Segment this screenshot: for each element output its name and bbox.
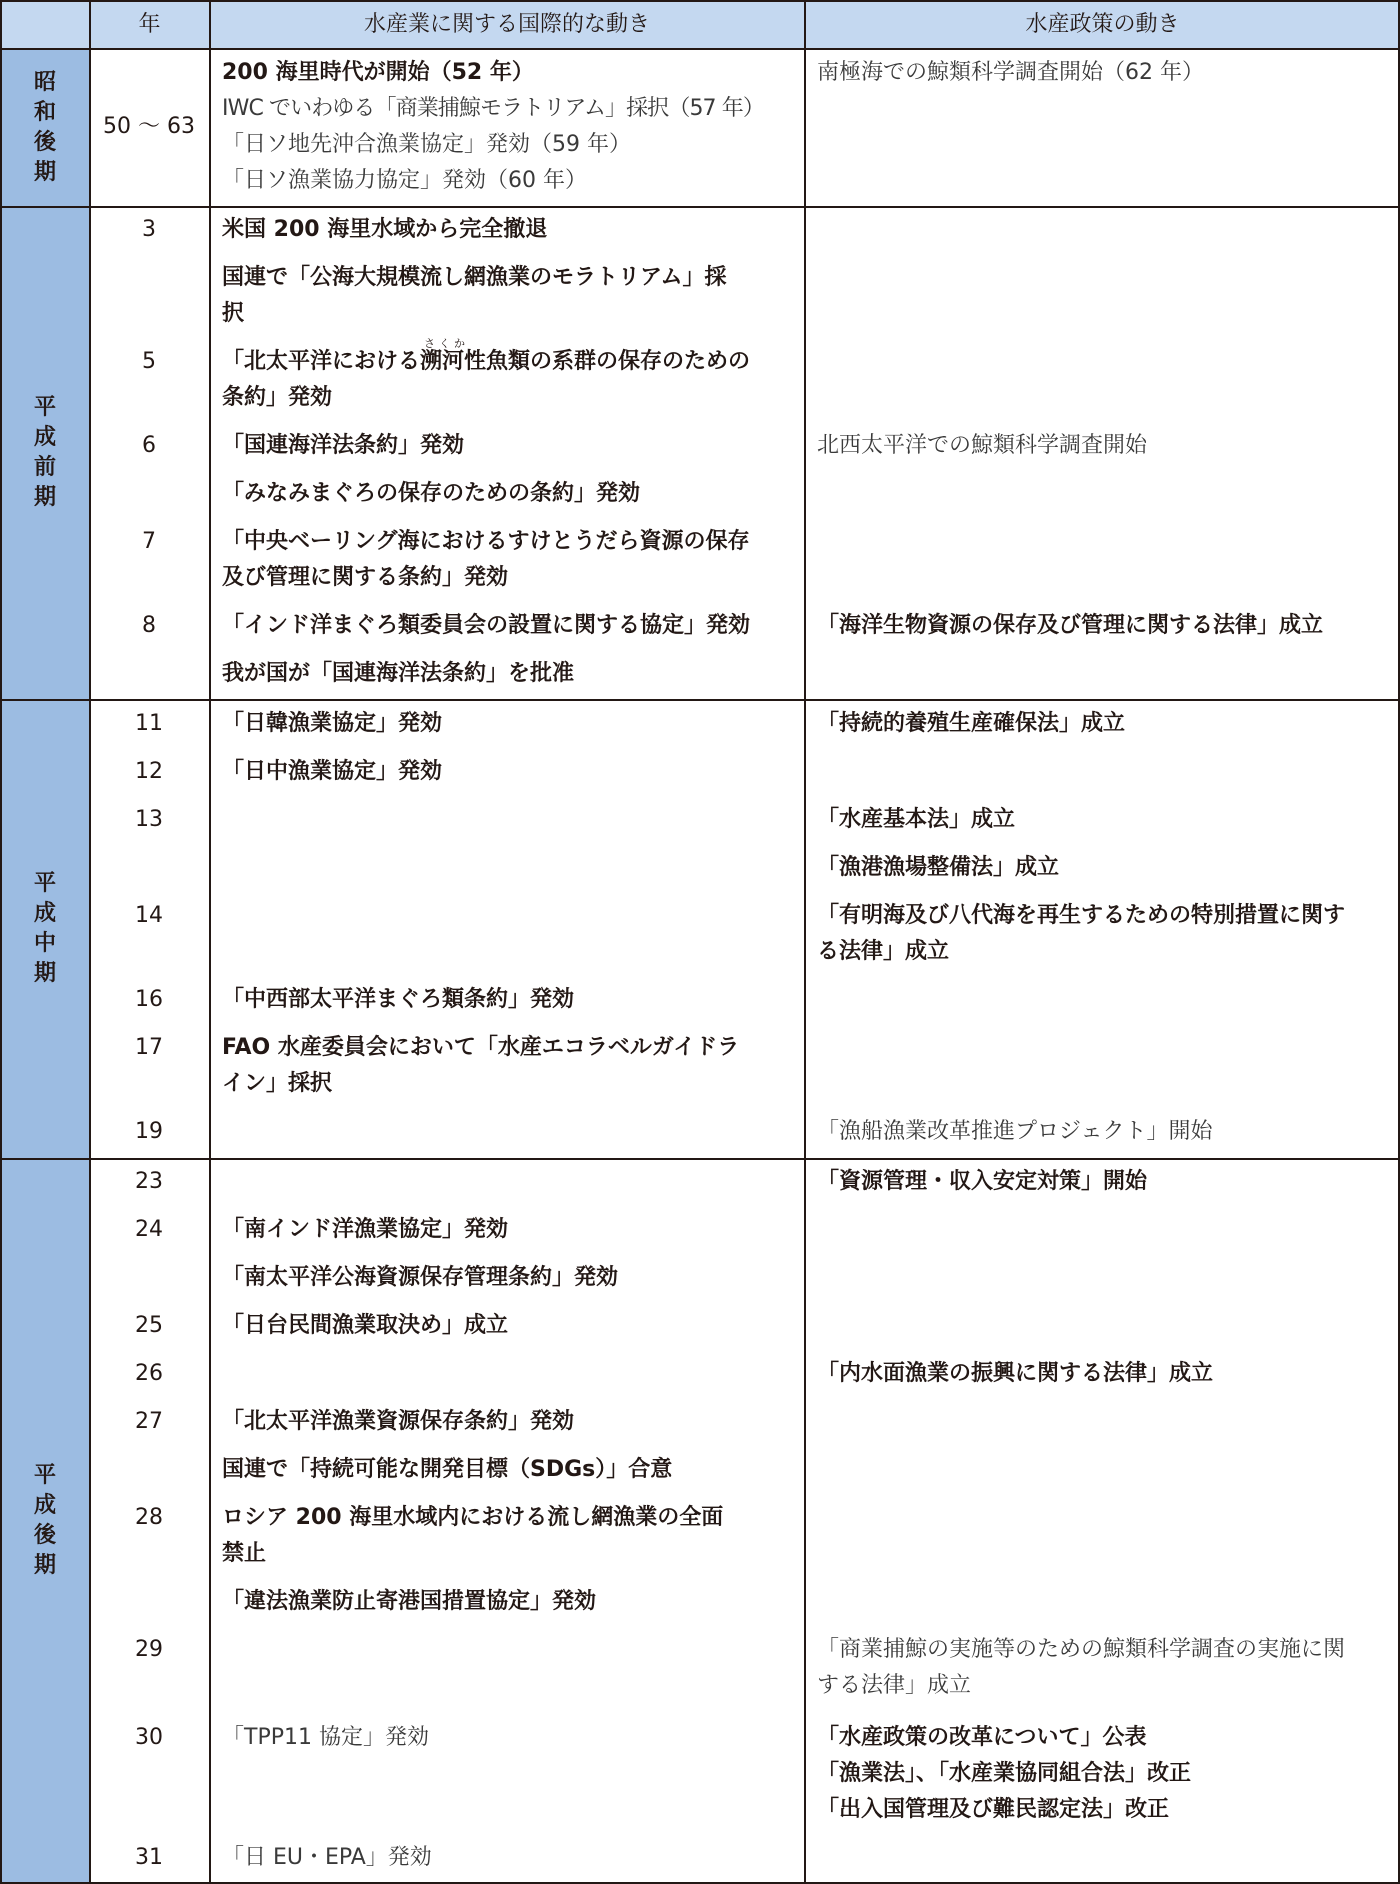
year-cell: 3 — [142, 217, 156, 242]
era-label-showa: 昭和後期 — [33, 70, 56, 185]
intl-entry-line: 「北太平洋における溯河性魚類の系群の保存のための — [222, 349, 751, 374]
year-cell: 12 — [135, 759, 163, 784]
year-cell: 25 — [135, 1313, 163, 1338]
year-cell: 14 — [135, 903, 163, 928]
year-showa: 50 ～ 63 — [103, 114, 195, 139]
year-cell: 7 — [142, 529, 156, 554]
intl-entry-line: 択 — [222, 301, 245, 326]
year-cell: 11 — [135, 711, 163, 736]
policy-entry-line: 「持続的養殖生産確保法」成立 — [817, 711, 1126, 736]
policy-entry-line: 「商業捕鯨の実施等のための鯨類科学調査の実施に関 — [817, 1637, 1346, 1662]
header-intl: 水産業に関する国際的な動き — [363, 12, 650, 37]
intl-showa-line: 「日ソ地先沖合漁業協定」発効（59 年） — [222, 132, 631, 157]
year-cell: 29 — [135, 1637, 163, 1662]
year-cell: 19 — [135, 1119, 163, 1144]
intl-entry-line: 「日韓漁業協定」発効 — [222, 711, 443, 736]
header-policy: 水産政策の動き — [1025, 12, 1180, 37]
year-cell: 6 — [142, 433, 156, 458]
year-cell: 5 — [142, 349, 156, 374]
intl-entry-line: 「インド洋まぐろ類委員会の設置に関する協定」発効 — [222, 613, 751, 638]
intl-entry-line: 及び管理に関する条約」発効 — [222, 565, 509, 590]
intl-entry-line: 「中西部太平洋まぐろ類条約」発効 — [222, 987, 575, 1012]
intl-entry-line: 「国連海洋法条約」発効 — [222, 433, 465, 458]
intl-entry-line: 「みなみまぐろの保存のための条約」発効 — [222, 481, 641, 506]
intl-entry-line: FAO 水産委員会において「水産エコラベルガイドラ — [222, 1035, 740, 1060]
intl-showa-line: 「日ソ漁業協力協定」発効（60 年） — [222, 168, 587, 193]
year-cell: 8 — [142, 613, 156, 638]
year-cell: 26 — [135, 1361, 163, 1386]
policy-entry-line: 「水産基本法」成立 — [817, 807, 1016, 832]
intl-entry-line: 米国 200 海里水域から完全撤退 — [222, 217, 548, 242]
intl-entry-line: 「日中漁業協定」発効 — [222, 759, 443, 784]
intl-entry-line: 「南太平洋公海資源保存管理条約」発効 — [222, 1265, 619, 1290]
policy-entry-line: 「漁船漁業改革推進プロジェクト」開始 — [817, 1119, 1213, 1144]
intl-entry-line: 「TPP11 協定」発効 — [222, 1725, 429, 1750]
policy-entry-line: 北西太平洋での鯨類科学調査開始 — [817, 433, 1148, 458]
intl-showa-line: 200 海里時代が開始（52 年） — [222, 60, 534, 85]
policy-entry-line: 「出入国管理及び難民認定法」改正 — [817, 1797, 1170, 1822]
policy-entry-line: 「漁業法」、「水産業協同組合法」改正 — [817, 1761, 1192, 1786]
policy-entry-line: 「資源管理・収入安定対策」開始 — [817, 1169, 1148, 1194]
intl-entry-line: 「南インド洋漁業協定」発効 — [222, 1217, 509, 1242]
border-intl-right — [804, 0, 806, 1884]
header-year: 年 — [138, 12, 161, 37]
policy-entry-line: する法律」成立 — [817, 1673, 972, 1698]
year-cell: 17 — [135, 1035, 163, 1060]
intl-entry-line: 我が国が「国連海洋法条約」を批准 — [222, 661, 575, 686]
policy-showa-line: 南極海での鯨類科学調査開始（62 年） — [817, 60, 1204, 85]
header-era-cell — [1, 1, 89, 48]
policy-entry-line: る法律」成立 — [817, 939, 950, 964]
policy-entry-line: 「漁港漁場整備法」成立 — [817, 855, 1060, 880]
intl-entry-line: イン」採択 — [222, 1071, 333, 1096]
year-cell: 30 — [135, 1725, 163, 1750]
policy-entry-line: 「水産政策の改革について」公表 — [817, 1725, 1147, 1750]
border-era-right — [89, 0, 91, 1884]
policy-entry-line: 「有明海及び八代海を再生するための特別措置に関す — [817, 903, 1346, 928]
intl-entry-line: 国連で「公海大規模流し網漁業のモラトリアム」採 — [222, 265, 727, 290]
year-cell: 27 — [135, 1409, 163, 1434]
policy-entry-line: 「内水面漁業の振興に関する法律」成立 — [817, 1361, 1214, 1386]
year-cell: 23 — [135, 1169, 163, 1194]
intl-entry-line: 禁止 — [222, 1541, 267, 1566]
intl-entry-line: 「日台民間漁業取決め」成立 — [222, 1313, 509, 1338]
intl-entry-line: ロシア 200 海里水域内における流し網漁業の全面 — [222, 1505, 724, 1530]
year-cell: 16 — [135, 987, 163, 1012]
year-cell: 13 — [135, 807, 163, 832]
intl-entry-line: 「日 EU・EPA」発効 — [222, 1845, 432, 1870]
intl-entry-line: 「中央ベーリング海におけるすけとうだら資源の保存 — [222, 529, 750, 554]
policy-entry-line: 「海洋生物資源の保存及び管理に関する法律」成立 — [817, 613, 1324, 638]
ruby-annotation: さくか — [424, 337, 469, 350]
intl-entry-line: 国連で「持続可能な開発目標（SDGs）」合意 — [222, 1457, 673, 1482]
era-label-heisei-zenki: 平成前期 — [33, 395, 56, 510]
year-cell: 24 — [135, 1217, 163, 1242]
intl-showa-line: IWC でいわゆる「商業捕鯨モラトリアム」採択（57 年） — [222, 96, 764, 121]
year-cell: 28 — [135, 1505, 163, 1530]
era-label-heisei-koki: 平成後期 — [33, 1463, 56, 1578]
era-label-heisei-chuki: 平成中期 — [33, 871, 56, 986]
intl-entry-line: 「違法漁業防止寄港国措置協定」発効 — [222, 1589, 597, 1614]
border-left — [0, 0, 2, 1884]
year-cell: 31 — [135, 1845, 163, 1870]
intl-entry-line: 「北太平洋漁業資源保存条約」発効 — [222, 1409, 575, 1434]
border-year-right — [209, 0, 211, 1884]
intl-entry-line: 条約」発効 — [222, 385, 333, 410]
